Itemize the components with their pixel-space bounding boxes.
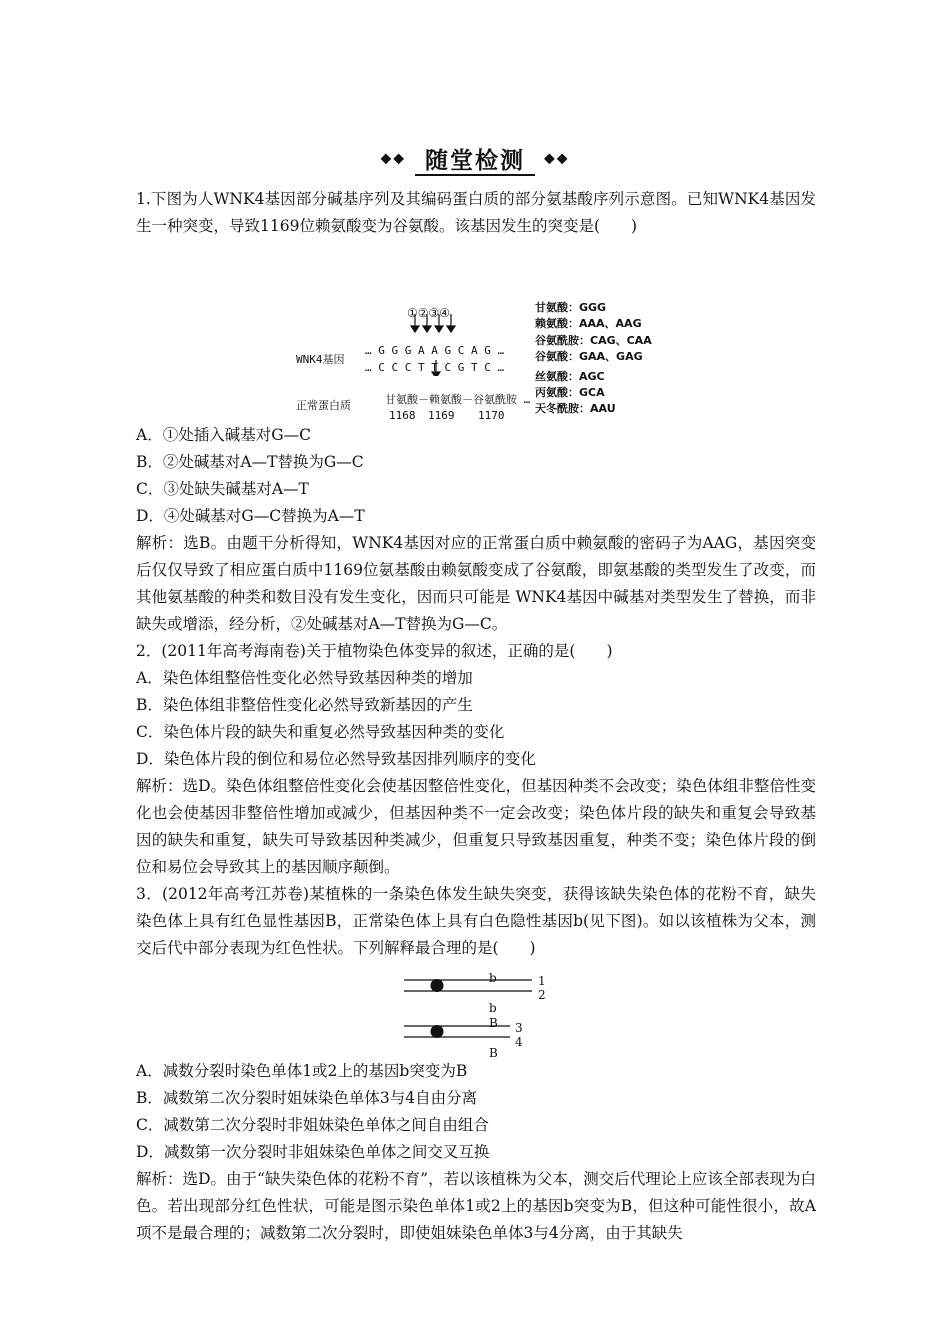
q3-option-b: B．减数第二次分裂时姐妹染色单体3与4自由分离: [136, 1089, 478, 1107]
q2-analysis: 解析：选D。染色体组整倍性变化会使基因整倍性变化，但基因种类不会改变；染色体组非整倍性变化也会使基因非整倍性增加或减少，但基因种类不一定会改变；染色体片段的缺失和重复会导致基因的缺失和重复，缺失可导致基因种类减少，但重复只导致基因重复，种类不变；染色体片段的倒位和易位会导致其上的基因顺序颠倒。: [136, 777, 816, 876]
section-title: 随堂检测: [415, 147, 535, 176]
chromatid-3: 3: [515, 1021, 523, 1035]
q1-stem: 1.下图为人WNK4基因部分碱基序列及其编码蛋白质的部分氨基酸序列示意图。已知WNK4基因发生一种突变，导致1169位赖氨酸变为谷氨酸。该基因发生的突变是( ): [136, 190, 816, 235]
q3-option-a: A．减数分裂时染色单体1或2上的基因b突变为B: [136, 1062, 468, 1080]
q3-stem: 3．(2012年高考江苏卷)某植株的一条染色体发生缺失突变，获得该缺失染色体的花粉不育，缺失染色体上具有红色显性基因B，正常染色体上具有白色隐性基因b(见下图)。如以该植株为父本，测交后代中部分表现为红色性状。下列解释最合理的是( ): [136, 885, 816, 957]
q2-option-a: A．染色体组整倍性变化必然导致基因种类的增加: [136, 669, 473, 687]
codon-1: 赖氨酸：AAA、AAG: [535, 317, 642, 330]
protein-label: 正常蛋白质: [296, 399, 351, 412]
gene-B-3: B: [489, 1016, 498, 1030]
gene-b-1: b: [489, 971, 497, 985]
sequence-bottom: … C C C T T C G T C …: [365, 361, 505, 374]
gene-label: WNK4基因: [296, 353, 345, 366]
q3-option-d: D．减数第一次分裂时非姐妹染色单体之间交叉互换: [136, 1143, 490, 1161]
gene-b-2: b: [489, 1001, 497, 1015]
mutation-markers: ①②③④: [407, 306, 451, 320]
q1-figure: [136, 246, 816, 376]
position-1168: 1168: [389, 409, 416, 422]
q2-option-b: B．染色体组非整倍性变化必然导致新基因的产生: [136, 696, 473, 714]
codon-5: 丙氨酸：GCA: [535, 386, 605, 399]
q2-option-d: D．染色体片段的倒位和易位必然导致基因排列顺序的变化: [136, 750, 536, 768]
chromatid-2: 2: [538, 988, 546, 1002]
sequence-top: … G G G A A G C A G …: [365, 344, 505, 357]
position-1170: 1170: [478, 409, 505, 422]
chromatid-4: 4: [515, 1035, 523, 1049]
question-content: [136, 186, 816, 1247]
q1-analysis: 解析：选B。由题干分析得知，WNK4基因对应的正常蛋白质中赖氨酸的密码子为AAG，基因突变后仅仅导致了相应蛋白质中1169位氨基酸由赖氨酸变成了谷氨酸，即氨基酸的类型发生了改变，而其他氨基酸的种类和数目没有发生变化，因而只可能是 WNK4基因中碱基对类型发生了替换，而非缺失或增添，经分析，②处碱基对A—T替换为G—C。: [136, 534, 816, 633]
codon-0: 甘氨酸：GGG: [535, 301, 607, 314]
codon-2: 谷氨酰胺：CAG、CAA: [535, 334, 652, 347]
codon-3: 谷氨酸：GAA、GAG: [535, 350, 643, 363]
position-1169: 1169: [428, 409, 455, 422]
diamond-left-icon: ◆◆: [380, 150, 406, 167]
chromosome-diagram: [136, 968, 816, 1050]
diamond-right-icon: ◆◆: [544, 150, 570, 167]
codon-6: 天冬酰胺：AAU: [535, 402, 616, 415]
codon-4: 丝氨酸：AGC: [535, 370, 605, 383]
q1-option-d: D．④处碱基对G—C替换为A—T: [136, 507, 365, 525]
q1-option-a: A．①处插入碱基对G—C: [136, 426, 311, 444]
q3-option-c: C．减数第二次分裂时非姐妹染色单体之间自由组合: [136, 1116, 489, 1134]
q2-option-c: C．染色体片段的缺失和重复必然导致基因种类的变化: [136, 723, 505, 741]
section-header: [0, 142, 950, 175]
q3-analysis: 解析：选D。由于“缺失染色体的花粉不育”，若以该植株为父本，测交后代理论上应该全部表现为白色。若出现部分红色性状，可能是图示染色单体1或2上的基因b突变为B，但这种可能性很小，故A项不是最合理的；减数第二次分裂时，即使姐妹染色单体3与4分离，由于其缺失: [136, 1170, 816, 1242]
protein-sequence: 甘氨酸－赖氨酸－谷氨酰胺 …: [385, 393, 531, 406]
gene-B-4: B: [489, 1046, 498, 1060]
q1-option-b: B．②处碱基对A—T替换为G—C: [136, 453, 364, 471]
q2-stem: 2．(2011年高考海南卷)关于植物染色体变异的叙述，正确的是( ): [136, 642, 613, 660]
chromatid-1: 1: [538, 974, 546, 988]
q3-chromosome-figure: [136, 968, 816, 1060]
q1-figure-protein: [136, 370, 816, 422]
q1-option-c: C．③处缺失碱基对A—T: [136, 480, 309, 498]
